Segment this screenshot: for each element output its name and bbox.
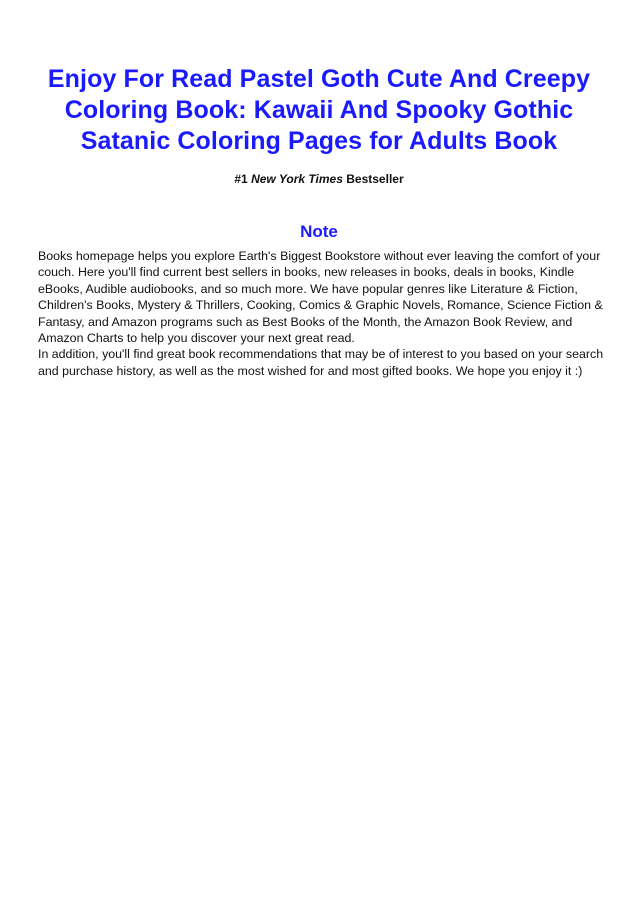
bestseller-line [0, 171, 638, 187]
bestseller-list-name: New York Times [251, 172, 343, 186]
bestseller-label: Bestseller [346, 172, 404, 186]
note-paragraph-2: In addition, you'll find great book recommendations that may be of interest to you based on your search and purchase history, as well as the most wished for and most gifted books. We hope you enjoy it :) [38, 347, 604, 378]
bestseller-rank: #1 [234, 172, 248, 186]
note-heading: Note [300, 222, 338, 241]
note-body [38, 248, 604, 379]
note-paragraph-1: Books homepage helps you explore Earth's Biggest Bookstore without ever leaving the comfort of your couch. Here you'll find current best sellers in books, new releases in books, deals in books, Kindle eBooks, Audible audiobooks, and so much more. We have popular genres like Literature & Fiction, Children's Books, Mystery & Thrillers, Cooking, Comics & Graphic Novels, Romance, Science Fiction & Fantasy, and Amazon programs such as Best Books of the Month, the Amazon Book Review, and Amazon Charts to help you discover your next great read. [38, 249, 603, 346]
document-title: Enjoy For Read Pastel Goth Cute And Creepy Coloring Book: Kawaii And Spooky Gothic Satanic Coloring Pages for Adults Book [47, 65, 591, 155]
